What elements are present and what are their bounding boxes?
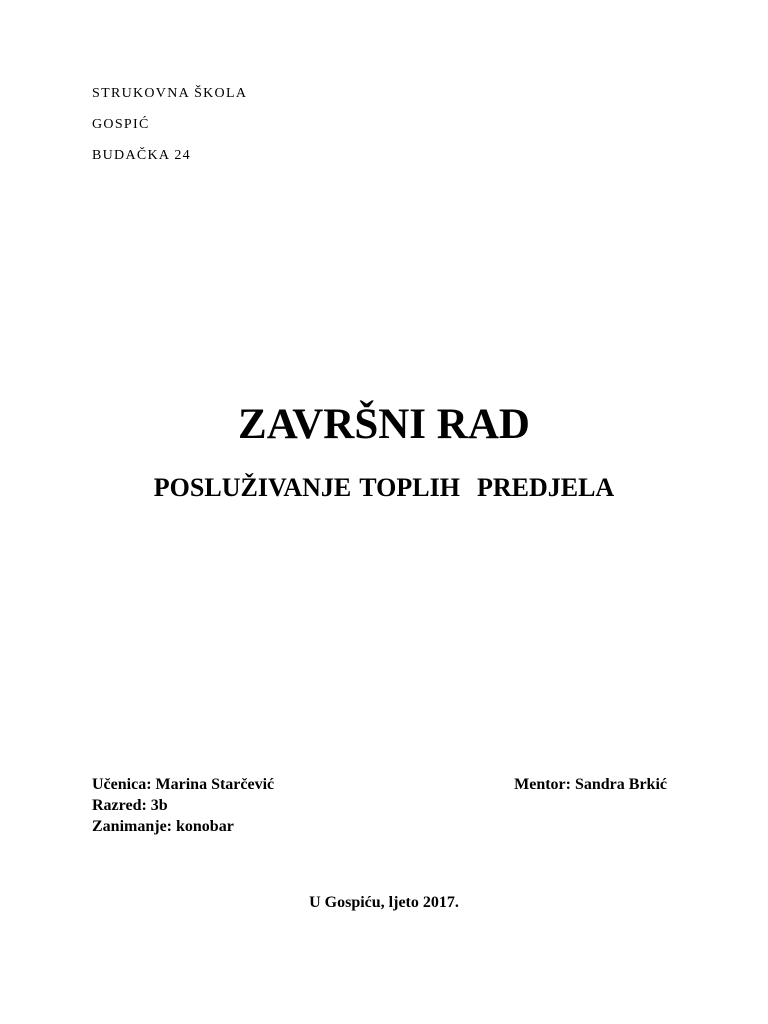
document-subtitle: POSLUŽIVANJE TOPLIH PREDJELA <box>153 473 615 502</box>
document-title: ZAVRŠNI RAD <box>238 401 530 448</box>
school-address: BUDAČKA 24 <box>92 148 191 163</box>
student-occupation: Zanimanje: konobar <box>92 818 234 835</box>
student-name: Učenica: Marina Starčević <box>92 776 275 793</box>
school-city: GOSPIĆ <box>92 117 150 132</box>
place-and-date: U Gospiću, ljeto 2017. <box>309 894 459 911</box>
school-name: STRUKOVNA ŠKOLA <box>92 86 248 101</box>
mentor-name: Mentor: Sandra Brkić <box>514 776 667 793</box>
student-class: Razred: 3b <box>92 797 168 814</box>
